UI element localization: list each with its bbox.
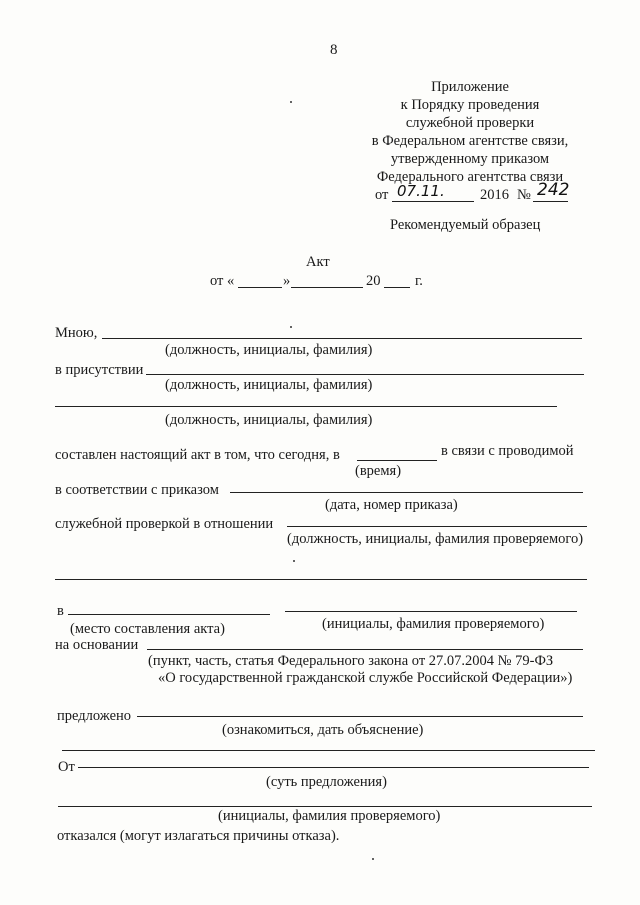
- inspection-label: служебной проверкой в отношении: [55, 516, 274, 532]
- caption-place: (место составления акта): [70, 621, 225, 637]
- appendix-line-5: утвержденному приказом: [390, 151, 550, 167]
- sample-label: Рекомендуемый образец: [390, 217, 541, 233]
- act-year-prefix: 20: [366, 273, 381, 289]
- caption-inspected-name: (инициалы, фамилия проверяемого): [322, 616, 545, 632]
- act-year-line: [384, 287, 410, 288]
- offered-line-2: [62, 750, 595, 751]
- presence-label: в присутствии: [55, 362, 144, 378]
- in-label: в: [57, 603, 64, 619]
- order-label: в соответствии с приказом: [55, 482, 219, 498]
- caption-inspected-name-2: (инициалы, фамилия проверяемого): [218, 808, 441, 824]
- appendix-number-sign: №: [517, 187, 531, 203]
- act-title: Акт: [306, 254, 330, 270]
- composed-text-after: в связи с проводимой: [441, 443, 574, 459]
- appendix-date-underline: [392, 201, 474, 202]
- act-year-suffix: г.: [415, 273, 423, 289]
- inspection-line: [287, 526, 587, 527]
- from-label: От: [58, 759, 75, 775]
- order-line: [230, 492, 583, 493]
- caption-inspected: (должность, инициалы, фамилия проверяемого): [287, 531, 584, 547]
- act-day-line: [238, 287, 282, 288]
- act-quote-close: »: [283, 273, 291, 289]
- refused-text: отказался (могут излагаться причины отказа).: [57, 828, 340, 844]
- act-from-prefix: от «: [210, 273, 235, 289]
- offered-label: предложено: [57, 708, 132, 724]
- scan-speck: [372, 858, 374, 860]
- act-month-line: [291, 287, 363, 288]
- scan-speck: [290, 101, 292, 103]
- caption-essence: (суть предложения): [266, 774, 387, 790]
- caption-order: (дата, номер приказа): [325, 497, 458, 513]
- appendix-line-2: к Порядку проведения: [400, 97, 540, 113]
- inspected-name-line: [285, 611, 577, 612]
- caption-law-1: (пункт, часть, статья Федерального закона от 27.07.2004 № 79-ФЗ: [148, 653, 554, 669]
- appendix-year: 2016: [480, 187, 509, 203]
- appendix-number-underline: [533, 201, 568, 202]
- appendix-line-4: в Федеральном агентстве связи,: [371, 133, 569, 149]
- mnoyu-label: Мною,: [55, 325, 98, 341]
- from-line: [78, 767, 589, 768]
- appendix-date-prefix: от: [375, 187, 389, 203]
- page-number: 8: [330, 42, 338, 58]
- appendix-line-1: Приложение: [431, 79, 509, 95]
- mnoyu-line: [102, 338, 582, 339]
- caption-position-2: (должность, инициалы, фамилия): [165, 377, 373, 393]
- caption-time: (время): [355, 463, 402, 479]
- appendix-line-3: служебной проверки: [405, 115, 535, 131]
- place-line: [68, 614, 270, 615]
- caption-offer: (ознакомиться, дать объяснение): [222, 722, 424, 738]
- basis-line: [147, 649, 583, 650]
- appendix-line-6: Федерального агентства связи: [376, 169, 564, 185]
- caption-law-2: «О государственной гражданской службе Российской Федерации»): [158, 670, 573, 686]
- time-line: [357, 460, 437, 461]
- presence-line: [146, 374, 584, 375]
- appendix-date-handwritten: 07.11.: [397, 182, 445, 200]
- appendix-number-handwritten: 242: [537, 180, 570, 200]
- scan-speck: [293, 560, 295, 562]
- caption-position-3: (должность, инициалы, фамилия): [165, 412, 373, 428]
- offered-line: [137, 716, 583, 717]
- caption-position-1: (должность, инициалы, фамилия): [165, 342, 373, 358]
- composed-text: составлен настоящий акт в том, что сегодня, в: [55, 447, 340, 463]
- extra-person-line: [55, 406, 557, 407]
- essence-line-2: [58, 806, 592, 807]
- scan-speck: [290, 326, 292, 328]
- inspection-line-2: [55, 579, 587, 580]
- basis-label: на основании: [55, 637, 139, 653]
